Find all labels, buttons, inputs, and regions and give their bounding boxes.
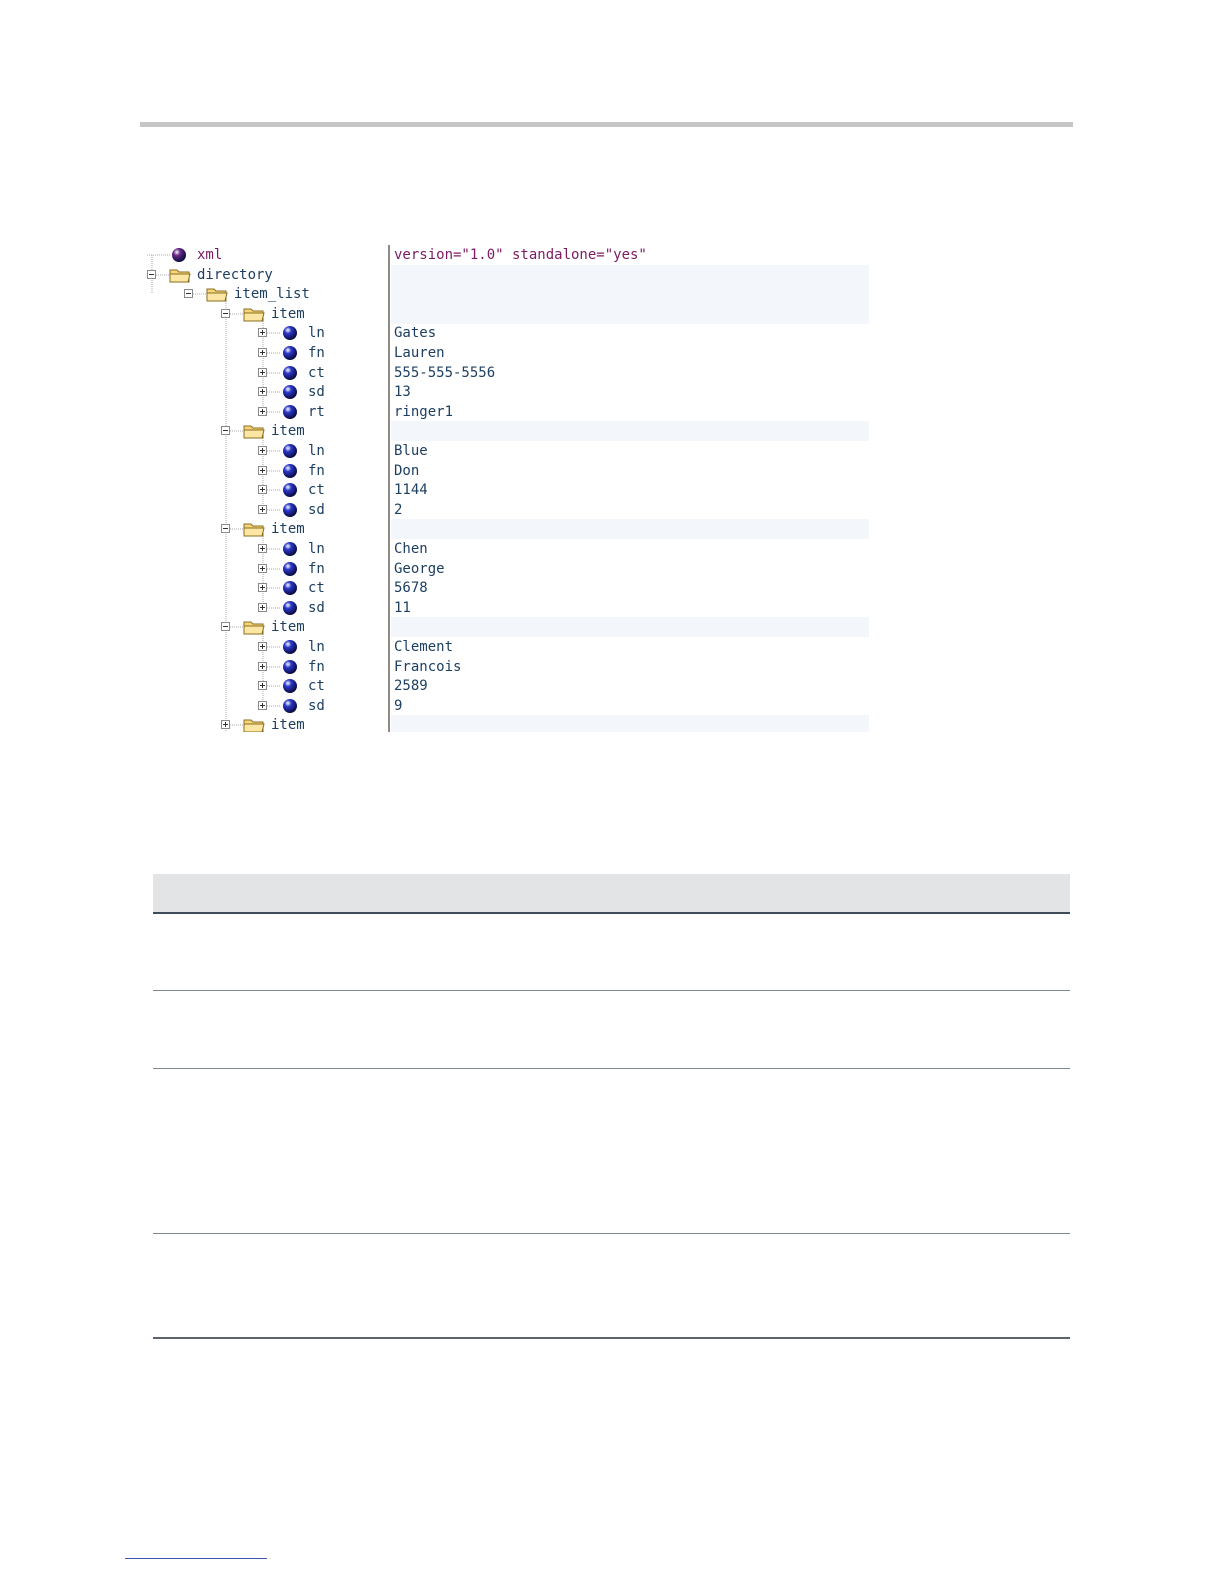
- tree-node-field-ln[interactable]: [143, 441, 389, 461]
- element-node-icon: [282, 659, 298, 675]
- element-node-icon: [282, 639, 298, 655]
- tree-node-field-fn[interactable]: [143, 559, 389, 579]
- node-label: ct: [308, 580, 325, 596]
- node-label: item: [271, 423, 305, 439]
- folder-icon: [206, 286, 228, 302]
- node-value-row[interactable]: [391, 461, 869, 481]
- node-value: 13: [394, 384, 411, 400]
- expand-icon[interactable]: [258, 701, 267, 710]
- element-node-icon: [282, 580, 298, 596]
- node-value-row[interactable]: [391, 578, 869, 598]
- folder-icon: [169, 267, 191, 283]
- folder-icon: [243, 619, 265, 635]
- folder-icon: [243, 521, 265, 537]
- tree-node-field-rt[interactable]: [143, 402, 389, 422]
- collapse-icon[interactable]: [184, 289, 193, 298]
- node-value-row[interactable]: [391, 284, 869, 304]
- expand-icon[interactable]: [258, 505, 267, 514]
- tree-node-field-sd[interactable]: [143, 382, 389, 402]
- expand-icon[interactable]: [258, 446, 267, 455]
- expand-icon[interactable]: [258, 544, 267, 553]
- expand-icon[interactable]: [221, 720, 230, 729]
- tree-node-field-fn[interactable]: [143, 461, 389, 481]
- element-node-icon: [282, 404, 298, 420]
- node-label: sd: [308, 502, 325, 518]
- node-value: Chen: [394, 541, 428, 557]
- node-label: item: [271, 306, 305, 322]
- tree-node-item[interactable]: [143, 519, 389, 539]
- node-value-row[interactable]: [391, 539, 869, 559]
- node-value-row[interactable]: [391, 676, 869, 696]
- node-label: item: [271, 717, 305, 732]
- node-label: ln: [308, 325, 325, 341]
- element-node-icon: [171, 247, 187, 263]
- collapse-icon[interactable]: [221, 309, 230, 318]
- element-node-icon: [282, 502, 298, 518]
- node-value-row[interactable]: [391, 519, 869, 539]
- node-value-row[interactable]: [391, 617, 869, 637]
- table-row-divider: [153, 1233, 1070, 1234]
- tree-node-field-fn[interactable]: [143, 657, 389, 677]
- expand-icon[interactable]: [258, 368, 267, 377]
- node-value: 555-555-5556: [394, 365, 496, 381]
- table-bottom-rule: [153, 1337, 1070, 1339]
- node-value-row[interactable]: [391, 265, 869, 285]
- node-value: George: [394, 561, 445, 577]
- node-value-row[interactable]: [391, 480, 869, 500]
- node-value-row[interactable]: [391, 559, 869, 579]
- expand-icon[interactable]: [258, 328, 267, 337]
- expand-icon[interactable]: [258, 485, 267, 494]
- tree-node-field-ct[interactable]: [143, 676, 389, 696]
- node-value: version="1.0" standalone="yes": [394, 247, 647, 263]
- tree-node-field-ct[interactable]: [143, 363, 389, 383]
- expand-icon[interactable]: [258, 681, 267, 690]
- element-node-icon: [282, 482, 298, 498]
- footer-link-underline: [125, 1558, 267, 1559]
- element-node-icon: [282, 443, 298, 459]
- element-node-icon: [282, 698, 298, 714]
- element-node-icon: [282, 365, 298, 381]
- expand-icon[interactable]: [258, 662, 267, 671]
- node-value-row[interactable]: [391, 715, 869, 732]
- node-label: ln: [308, 639, 325, 655]
- node-value: Don: [394, 463, 420, 479]
- element-node-icon: [282, 678, 298, 694]
- folder-icon: [243, 423, 265, 439]
- tree-node-field-sd[interactable]: [143, 696, 389, 716]
- node-value: 1144: [394, 482, 428, 498]
- header-rule: [140, 122, 1073, 127]
- tree-node-xml[interactable]: [143, 245, 389, 265]
- node-label: ct: [308, 482, 325, 498]
- tree-node-field-sd[interactable]: [143, 598, 389, 618]
- element-node-icon: [282, 600, 298, 616]
- node-label: ct: [308, 365, 325, 381]
- node-label: item: [271, 521, 305, 537]
- node-value: Gates: [394, 325, 437, 341]
- node-label: xml: [197, 247, 223, 263]
- node-label: item: [271, 619, 305, 635]
- node-value-row[interactable]: [391, 696, 869, 716]
- tree-node-item[interactable]: [143, 421, 389, 441]
- xml-tree-viewer: [143, 245, 869, 732]
- element-node-icon: [282, 561, 298, 577]
- table-row-divider: [153, 1068, 1070, 1069]
- node-value: Lauren: [394, 345, 445, 361]
- folder-icon: [243, 717, 265, 732]
- node-value: 2589: [394, 678, 428, 694]
- node-value-row[interactable]: [391, 382, 869, 402]
- expand-icon[interactable]: [258, 583, 267, 592]
- expand-icon[interactable]: [258, 603, 267, 612]
- tree-node-field-ln[interactable]: [143, 637, 389, 657]
- tree-node-field-ct[interactable]: [143, 578, 389, 598]
- node-value: Blue: [394, 443, 428, 459]
- tree-node-field-sd[interactable]: [143, 500, 389, 520]
- collapse-icon[interactable]: [221, 524, 230, 533]
- node-value-row[interactable]: [391, 363, 869, 383]
- element-node-icon: [282, 541, 298, 557]
- node-value-row[interactable]: [391, 657, 869, 677]
- node-label: fn: [308, 659, 325, 675]
- node-value: 9: [394, 698, 403, 714]
- element-node-icon: [282, 384, 298, 400]
- node-value-row[interactable]: [391, 245, 869, 265]
- node-value-row[interactable]: [391, 637, 869, 657]
- tree-node-item[interactable]: [143, 715, 389, 732]
- node-value: Francois: [394, 659, 462, 675]
- tree-node-field-ln[interactable]: [143, 539, 389, 559]
- node-value-row[interactable]: [391, 421, 869, 441]
- node-label: ln: [308, 541, 325, 557]
- tree-node-item[interactable]: [143, 304, 389, 324]
- node-value-row[interactable]: [391, 441, 869, 461]
- collapse-icon[interactable]: [221, 426, 230, 435]
- node-label: fn: [308, 345, 325, 361]
- node-label: sd: [308, 698, 325, 714]
- node-value-row[interactable]: [391, 598, 869, 618]
- node-label: directory: [197, 267, 273, 283]
- node-value-row[interactable]: [391, 500, 869, 520]
- table-header: [153, 874, 1070, 914]
- node-value-row[interactable]: [391, 343, 869, 363]
- node-label: sd: [308, 384, 325, 400]
- expand-icon[interactable]: [258, 466, 267, 475]
- expand-icon[interactable]: [258, 407, 267, 416]
- node-value-row[interactable]: [391, 402, 869, 422]
- expand-icon[interactable]: [258, 348, 267, 357]
- node-label: item_list: [234, 286, 310, 302]
- node-value-row[interactable]: [391, 323, 869, 343]
- node-label: rt: [308, 404, 325, 420]
- collapse-icon[interactable]: [221, 622, 230, 631]
- node-label: ct: [308, 678, 325, 694]
- tree-node-directory[interactable]: [143, 265, 389, 285]
- tree-node-field-ct[interactable]: [143, 480, 389, 500]
- node-value-row[interactable]: [391, 304, 869, 324]
- tree-node-item-list[interactable]: [143, 284, 389, 304]
- node-label: fn: [308, 561, 325, 577]
- expand-icon[interactable]: [258, 387, 267, 396]
- element-node-icon: [282, 345, 298, 361]
- node-label: sd: [308, 600, 325, 616]
- node-value: 2: [394, 502, 403, 518]
- expand-icon[interactable]: [258, 642, 267, 651]
- node-value: 5678: [394, 580, 428, 596]
- tree-node-field-ln[interactable]: [143, 323, 389, 343]
- element-node-icon: [282, 325, 298, 341]
- tree-node-field-fn[interactable]: [143, 343, 389, 363]
- element-node-icon: [282, 463, 298, 479]
- expand-icon[interactable]: [258, 564, 267, 573]
- node-value: Clement: [394, 639, 454, 655]
- node-value: ringer1: [394, 404, 454, 420]
- collapse-icon[interactable]: [147, 270, 156, 279]
- node-label: ln: [308, 443, 325, 459]
- folder-icon: [243, 306, 265, 322]
- node-label: fn: [308, 463, 325, 479]
- tree-node-item[interactable]: [143, 617, 389, 637]
- node-value: 11: [394, 600, 411, 616]
- table-row-divider: [153, 990, 1070, 991]
